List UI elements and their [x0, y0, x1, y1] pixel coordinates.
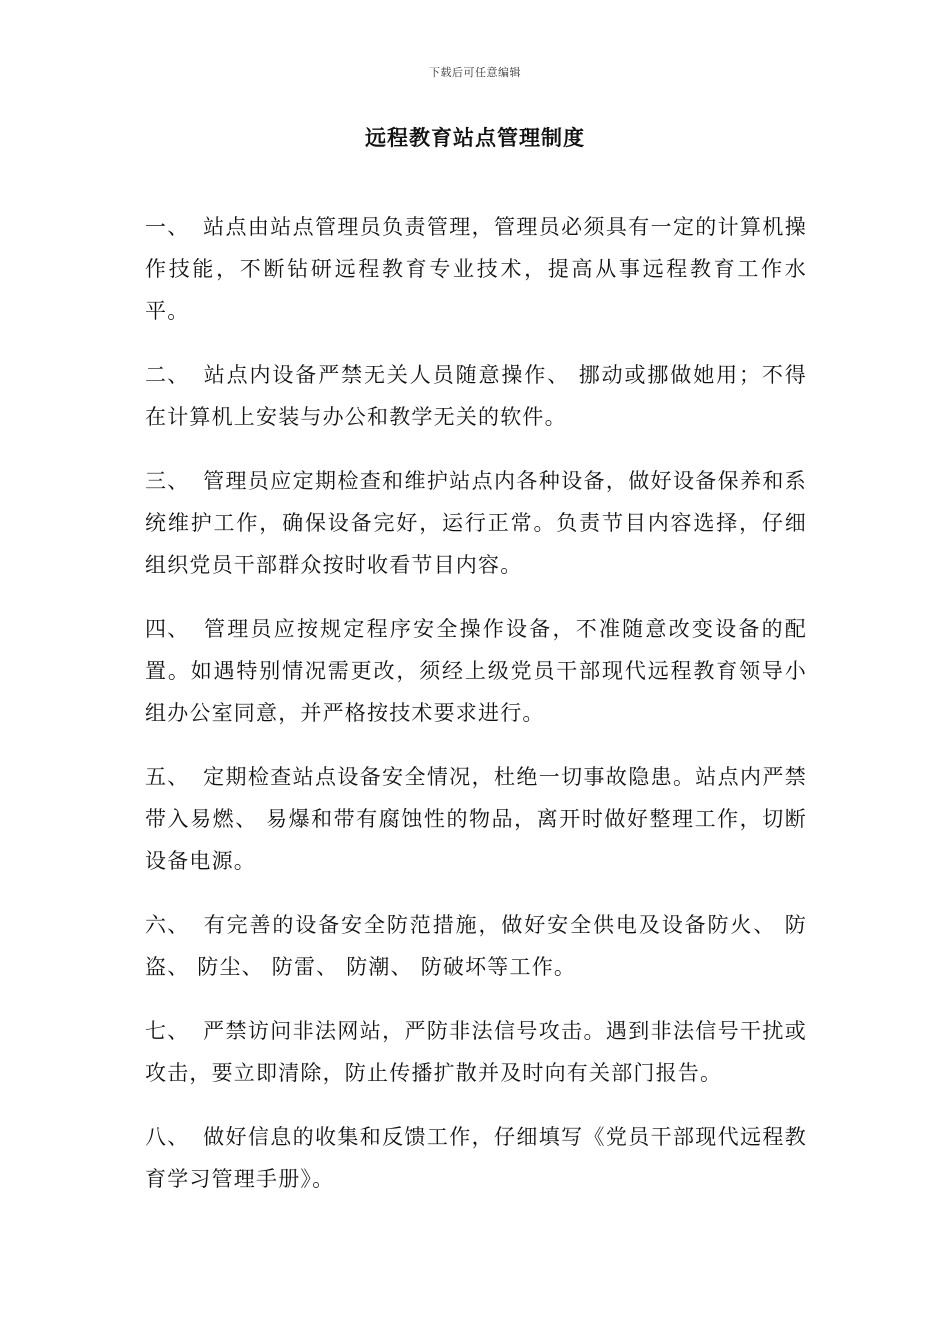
- clause-number: 五、: [145, 765, 190, 789]
- document-title: 远程教育站点管理制度: [365, 125, 585, 150]
- header-note: 下载后可任意编辑: [429, 66, 521, 79]
- clause-8: [145, 1116, 807, 1200]
- clause-text: 站点由站点管理员负责管理，管理员必须具有一定的计算机操作技能，不断钻研远程教育专业技术，提高从事远程教育工作水平。: [145, 215, 807, 323]
- clause-list: [145, 206, 807, 1222]
- clause-number: 二、: [145, 363, 190, 387]
- clause-2: [145, 354, 807, 438]
- clause-5: [145, 756, 807, 882]
- clause-1: [145, 206, 807, 332]
- clause-text: 管理员应定期检查和维护站点内各种设备，做好设备保养和系统维护工作，确保设备完好，运行正常。负责节目内容选择，仔细组织党员干部群众按时收看节目内容。: [145, 469, 807, 577]
- clause-text: 站点内设备严禁无关人员随意操作、 挪动或挪做她用；不得在计算机上安装与办公和教学无关的软件。: [145, 363, 807, 429]
- clause-7: [145, 1010, 807, 1094]
- clause-number: 六、: [145, 913, 190, 937]
- clause-number: 七、: [145, 1019, 190, 1043]
- clause-text: 管理员应按规定程序安全操作设备，不准随意改变设备的配置。如遇特别情况需更改，须经上级党员干部现代远程教育领导小组办公室同意，并严格按技术要求进行。: [145, 617, 807, 725]
- clause-text: 做好信息的收集和反馈工作，仔细填写《党员干部现代远程教育学习管理手册》。: [145, 1125, 807, 1191]
- clause-text: 定期检查站点设备安全情况，杜绝一切事故隐患。站点内严禁带入易燃、 易爆和带有腐蚀性的物品，离开时做好整理工作，切断设备电源。: [145, 765, 807, 873]
- clause-number: 三、: [145, 469, 190, 493]
- clause-3: [145, 460, 807, 586]
- clause-number: 八、: [145, 1125, 190, 1149]
- clause-6: [145, 904, 807, 988]
- clause-text: 严禁访问非法网站，严防非法信号攻击。遇到非法信号干扰或攻击，要立即清除，防止传播扩散并及时向有关部门报告。: [145, 1019, 807, 1085]
- clause-number: 四、: [145, 617, 190, 641]
- clause-4: [145, 608, 807, 734]
- clause-number: 一、: [145, 215, 190, 239]
- clause-text: 有完善的设备安全防范措施，做好安全供电及设备防火、 防盗、 防尘、 防雷、 防潮、 防破坏等工作。: [145, 913, 807, 979]
